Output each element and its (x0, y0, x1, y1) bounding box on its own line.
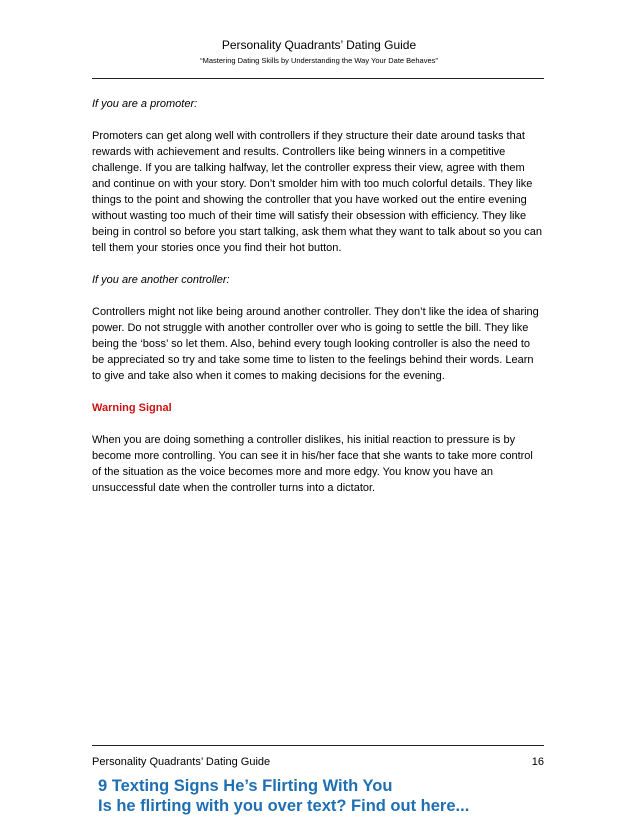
page-content (92, 96, 544, 512)
promoter-heading: If you are a promoter: (92, 98, 198, 110)
promo-headline[interactable]: 9 Texting Signs He’s Flirting With You (98, 777, 393, 795)
controller-heading: If you are another controller: (92, 274, 230, 286)
header-divider (92, 78, 544, 79)
warning-heading: Warning Signal (92, 402, 172, 414)
footer-divider (92, 745, 544, 746)
warning-paragraph: When you are doing something a controller dislikes, his initial reaction to pressure is by become more controlling. You can see it in his/her face that she wants to take more control of the situation as the voice becomes more and more edgy. You know you have an unsuccessful date when the controller turns into a dictator. (92, 434, 533, 494)
controller-paragraph: Controllers might not like being around another controller. They don’t like the idea of sharing power. Do not struggle with another controller over who is going to settle the bill. They like being the ‘boss’ so let them. Also, behind every tough looking controller is also the need to be appreciated so try and take some time to listen to the feelings behind their words. Learn to give and take also when it comes to making decisions for the evening. (92, 306, 539, 382)
promo-subline[interactable]: Is he flirting with you over text? Find out here... (98, 797, 470, 815)
promo-link[interactable] (98, 776, 548, 816)
footer-title: Personality Quadrants’ Dating Guide (92, 756, 271, 768)
header-title: Personality Quadrants’ Dating Guide (221, 38, 417, 52)
header-subtitle: “Mastering Dating Skills by Understanding the Way Your Date Behaves” (200, 56, 438, 65)
promoter-paragraph: Promoters can get along well with controllers if they structure their date around tasks that rewards with achievement and results. Controllers like being winners in a competitive challenge. If you are talking halfway, let the controller express their view, agree with them and continue on with your story. Don’t smolder him with too much colorful details. They like things to the point and showing the controller that you have worked out the entire evening without wasting too much of their time will satisfy their obsession with efficiency. They like being in control so before you start talking, ask them what they want to talk about so you can tell them your stories once you find their hot button. (92, 130, 543, 254)
page-number: 16 (531, 756, 544, 768)
